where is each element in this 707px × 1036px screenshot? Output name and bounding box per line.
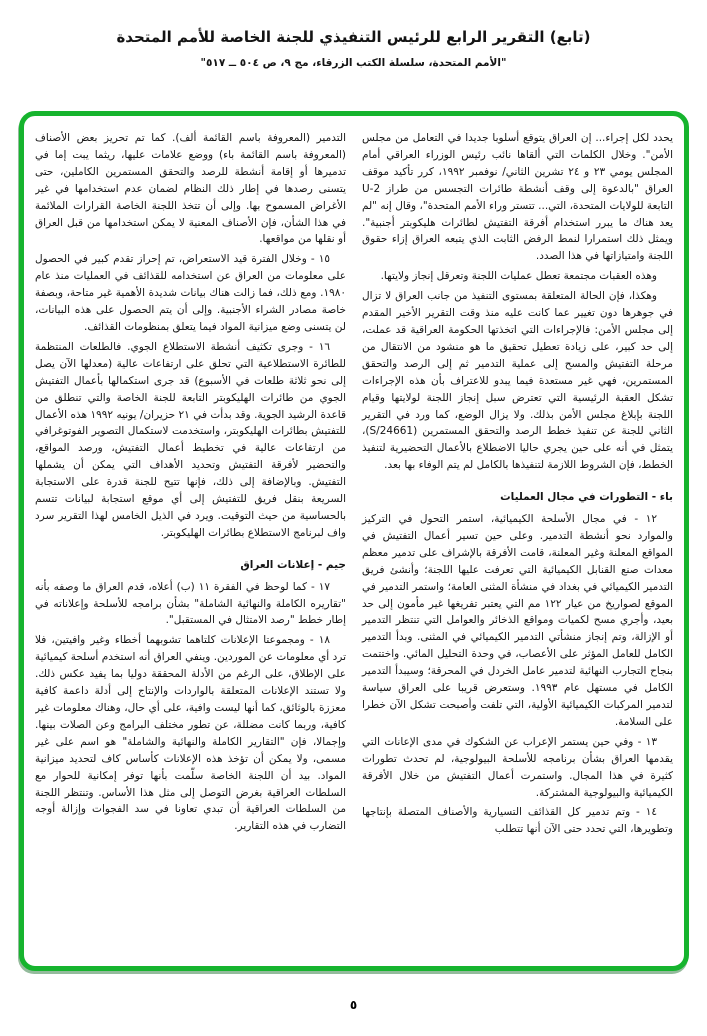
column-left — [35, 130, 346, 956]
paragraph: وهذه العقبات مجتمعة تعطل عمليات اللجنة وتعرقل إنجاز ولايتها. — [380, 270, 657, 283]
paragraph: وهكذا، فإن الحالة المتعلقة بمستوى التنفيذ من جانب العراق لا تزال في جوهرها دون تغيير عما كانت عليه منذ وقت التقرير الأخير المقدم إلى مجلس الأمن: فالإجراءات التي اتخذتها الحكومة العراقية قد عملت، إلى حد كبير، على زيادة تعطيل تحقيق ما هو منشود من الانتقال من مرحلة التفتيش والمسح إلى عملية التدمير ثم إلى الرصد والتحقق المستمرين، فهي غير مستعدة فيما يبدو للاعتراف بأن هذه الإجراءات تشكل العقبة الرئيسية التي تعترض سبل إنجاز اللجنة لولايتها وقيام اللجنة بإبلاغ مجلس الأمن بذلك. ولا يزال الوضع، كما ورد في التقرير الثاني للجنة عن تنفيذ خطط الرصد والتحقق المستمرين (S/24661)، يتمثل في أنه على حين يجري حاليا الاضطلاع بالأعمال التحضيرية لتنفيذ الخطط، فإن الشروط اللازمة لتنفيذها بالكامل لم يتم الوفاء بها بعد. — [362, 290, 673, 472]
document-subtitle: "الأمم المتحدة، سلسلة الكتب الزرقاء، مج ٩، ص ٥٠٤ ــ ٥١٧" — [200, 57, 507, 69]
paragraph: ١٦ - وجرى تكثيف أنشطة الاستطلاع الجوي. فالطلعات المنتظمة للطائرة الاستطلاعية التي تحلق على ارتفاعات عالية (معدلها الآن يصل إلى نحو ثلاثة طلعات في الأسبوع) قد جرى استكمالها بأعمال التفتيش الجوي من طائرات الهليكوبتر التابعة للجنة الخاصة والتي تنطلق من قاعدة الرشيد الجوية. وقد بدأت في ٢١ حزيران/ يونيه ١٩٩٢ هذه الأعمال للتفتيش بطائرات الهليكوبتر، واستخدمت لاستكمال التصوير الفوتوغرافي من ارتفاعات عالية في تخطيط أعمال التفتيش، ورصد المواقع، والتحضير لأفرقة التفتيش وتحديد الأهداف التي يمكن أن يشملها التفتيش. وبالإضافة إلى ذلك، فإنها تتيح للجنة قدرة على الاستجابة السريعة بنقل فريق للتفتيش إلى أي موقع استجابة لبيانات تتسم بالحساسية من حيث التوقيت. ويرد في الذيل الخامس لهذا التقرير سرد واف لبرنامج الاستطلاع بطائرات الهليكوبتر. — [35, 340, 347, 539]
paragraph: ١٨ - ومجموعتا الإعلانات كلتاهما تشوبهما أخطاء وغير وافيتين، فلا ترد أي معلومات عن الموردين. وينفي العراق أنه استخدم أسلحة كيميائية على الإطلاق، على الرغم من الأدلة المحققة دوليا بما يفيد عكس ذلك. ولا تستند الإعلانات المتعلقة بالواردات والإنتاج إلى أدلة داعمة كافية معززة بالوثائق، كما أنها ليست وافية، على أي حال، وهناك معلومات غير كافية، وربما كانت مضللة، عن تطور مختلف البرامج وعن الصلات بينها. وإجمالا، فإن "التقارير الكاملة والنهائية والشاملة" هو اسم على غير مسمى، ولا يمكن أن تؤخذ هذه الإعلانات كأساس كاف لتحديد ميزانية المواد. بيد أن اللجنة الخاصة سلّمت بأنها توفر إمكانية للحوار مع السلطات العراقية بغرض التوصل إلى مثل هذا الأساس. وتنتظر اللجنة من السلطات العراقية أن تبدي تعاونا في سد الفجوات وإزالة أوجه التضارب في هذه التقارير. — [35, 634, 346, 833]
paragraph: ١٤ - وتم تدمير كل القذائف التسيارية والأصناف المتصلة بإنتاجها وتطويرها، التي تحدد حتى الآن أنها تتطلب — [362, 806, 673, 836]
document-header — [0, 28, 707, 69]
paragraph: ١٣ - وفي حين يستمر الإعراب عن الشكوك في مدى الإعانات التي يقدمها العراق بشأن برنامجه للأسلحة البيولوجية، لم تحدث تطورات كثيرة في هذا المجال. واستمرت أعمال التفتيش من خلال الأفرقة الكيميائية والبيولوجية المشتركة. — [362, 735, 673, 799]
paragraph: ١٢ - في مجال الأسلحة الكيميائية، استمر التحول في التركيز والموارد نحو أنشطة التدمير. وعلى حين تسير أعمال التفتيش في المواقع المعلنة وغير المعلنة، قامت الأفرقة بالإشراف على تدمير معظم معدات صنع القنابل الكيميائية التي تعرفت عليها اللجنة؛ وأنشئ فريق التدمير الكيميائي في بغداد في منشأة المثنى العامة؛ واستمر التدمير في الموقع لصواريخ من عيار ١٢٢ مم التي يعتبر تفريغها غير مأمون إلى حد بعيد، وأجري مسح لكميات ومواقع الذخائر والعوامل التي تنتظر التدمير أو الإزالة، وتم إنجاز منشأتي التدمير الكيميائي في المثنى. وبدأ التدمير الكامل للعامل المؤثر على الأعصاب، في وحدة التحليل المائي. واختتمت بنجاح التجارب النهائية لتدمير عامل الخردل في المحرقة؛ وسيبدأ التدمير الكامل في مستهل عام ١٩٩٣. وستعرض قريبا على العراق سياسة لتدمير المركبات الكيميائية الأولية، التي تلفت وأصبحت تشكل الآن خطرا على السلامة. — [362, 513, 673, 728]
column-right — [362, 130, 673, 956]
paragraph: ١٧ - كما لوحظ في الفقرة ١١ (ب) أعلاه، قدم العراق ما وصفه بأنه "تقاريره الكاملة والنهائية الشاملة" بشأن برامجه للأسلحة وإعلاناته في إطار خطط "رصد الامتثال في المستقبل". — [35, 580, 346, 627]
section-heading: جيم - إعلانات العراق — [240, 558, 346, 571]
paragraph: ١٥ - وخلال الفترة قيد الاستعراض، تم إحراز تقدم كبير في الحصول على معلومات من العراق عن استخدامه للقذائف في العمليات منذ عام ١٩٨٠. ومع ذلك، فما زالت هناك بيانات شديدة الأهمية غير متاحة، وبصفة خاصة مصادر الشراء الأجنبية. وإلى أن يتم الحصول على هذه البيانات، لن يتسنى وضع ميزانية المواد فيما يتعلق بمنظومات القذائف. — [35, 253, 346, 333]
page-number: ٥ — [349, 998, 358, 1012]
document-title: (تابع) التقرير الرابع للرئيس التنفيذي للجنة الخاصة للأمم المتحدة — [116, 28, 591, 46]
paragraph: يحدد لكل إجراء... إن العراق يتوقع أسلوبا جديدا في التعامل من مجلس الأمن". وخلال الكلمات التي ألقاها نائب رئيس الوزراء العراقي أمام المجلس يومي ٢٣ و ٢٤ تشرين الثاني/ نوفمبر ١٩٩٢، كرر تأكيد موقف العراق "بالدعوة إلى وقف أنشطة طائرات التجسس من طراز U-2 التابعة للولايات المتحدة، التي... تتستر وراء الأمم المتحدة"، وقال إنه "لم يعد هناك ما يبرر استخدام أفرقة التفتيش لطائرات هليكوبتر أجنبية". ويمثل ذلك استمرارا لنمط الرفض الثابت الذي يتبعه العراق إزاء حقوق اللجنة وامتيازاتها في هذا الصدد. — [362, 132, 673, 263]
section-heading: باء - التطورات في مجال العمليات — [500, 491, 673, 504]
two-column-text-area — [35, 130, 673, 956]
green-border-frame — [19, 111, 689, 971]
paragraph: التدمير (المعروفة باسم القائمة ألف). كما تم تحريز بعض الأصناف (المعروفة باسم القائمة باء) ووضع علامات عليها، ريثما يبت إما في تدميرها أو إقامة أنشطة للرصد والتحقق المستمرين الكاملين، حتى يتسنى رصدها في إطار ذلك النظام لضمان عدم استخدامها في غير الأغراض المسموح بها. وإلى أن تتخذ اللجنة الخاصة القرارات الملائمة في هذا الشأن، فإن الأصناف المعنية لا يمكن استخدامها من قبل العراق أو نقلها من مواقعها. — [35, 132, 346, 246]
